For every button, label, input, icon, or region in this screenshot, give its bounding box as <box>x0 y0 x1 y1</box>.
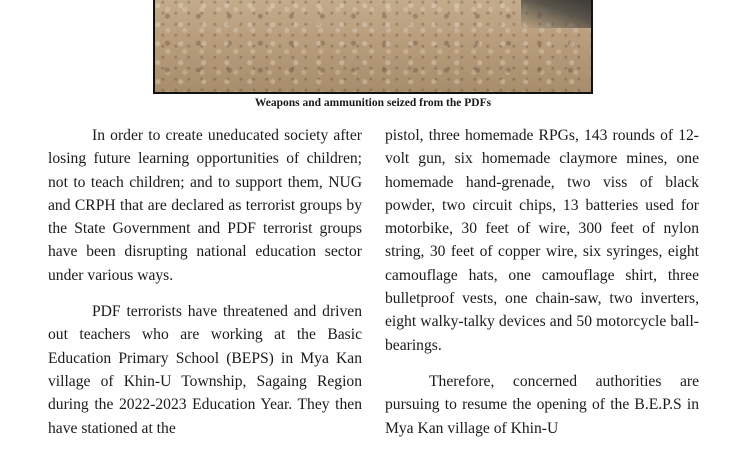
paragraph: In order to create uneducated society after losing future learning opportunities of children; not to teach children; and to support them, NUG and CRPH that are declared as terrorist groups by the State Government and PDF terrorist groups have been disrupting national education sector under various ways. <box>48 127 362 284</box>
paragraph: Therefore, concerned authorities are pursuing to resume the opening of the B.E.P.S in Mya Kan village of Khin-U <box>385 372 699 437</box>
paragraph: pistol, three homemade RPGs, 143 rounds of 12-volt gun, six homemade claymore mines, one homemade hand-grenade, two viss of black powder, two circuit chips, 13 batteries used for motorbike, 30 feet of wire, 300 feet of nylon string, 30 feet of copper wire, six syringes, eight camouflage hats, one camouflage shirt, three bulletproof vests, one chain-saw, two inverters, eight walky-talky devices and 50 motorcycle ball-bearings. <box>385 127 699 354</box>
photo-shadow <box>521 0 591 28</box>
seized-weapons-photo <box>153 0 593 94</box>
paragraph: PDF terrorists have threatened and driven out teachers who are working at the Basic Education Primary School (BEPS) in Mya Kan village of Khin-U Township, Sagaing Region during the 2022-2023 Education Year. They then have stationed at the <box>48 303 362 437</box>
right-column <box>385 124 699 453</box>
left-column <box>48 124 362 453</box>
photo-caption: Weapons and ammunition seized from the PDFs <box>254 97 492 109</box>
